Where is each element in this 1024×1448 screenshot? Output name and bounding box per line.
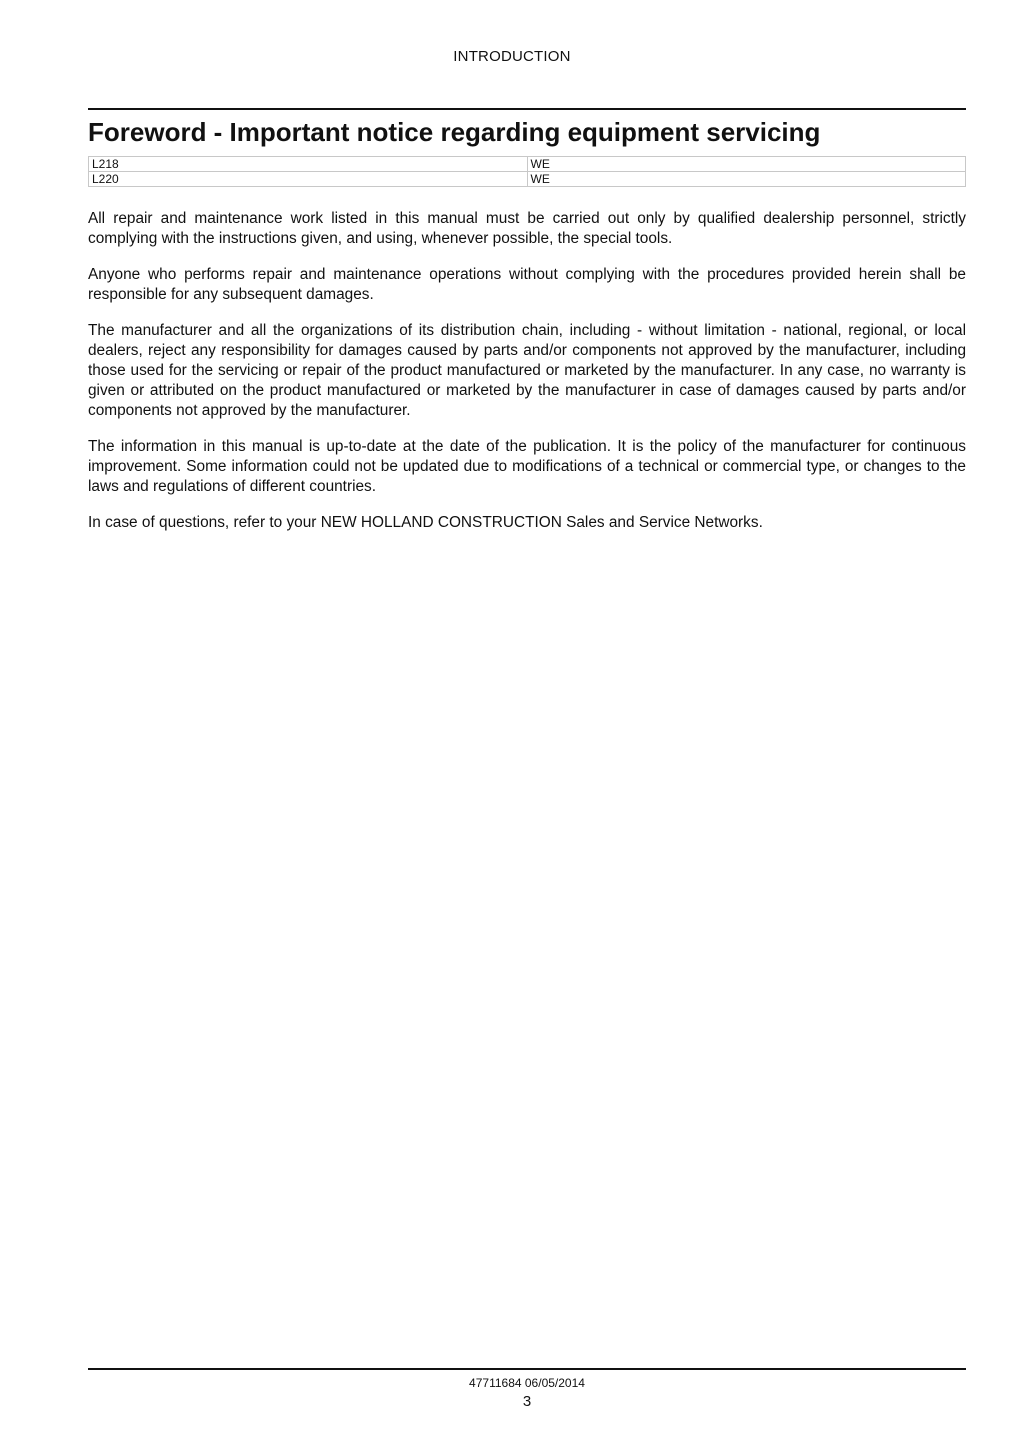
- table-row: [89, 172, 966, 187]
- region-cell: WE: [527, 157, 966, 172]
- title-rule: [88, 108, 966, 110]
- model-cell: L218: [89, 157, 528, 172]
- document-reference: 47711684 06/05/2014: [469, 1376, 585, 1390]
- paragraph: The information in this manual is up-to-date at the date of the publication. It is the policy of the manufacturer for continuous improvement. Some information could not be updated due to modifications of a technical or commercial type, or changes to the laws and regulations of different countries.: [88, 438, 966, 495]
- page-footer: [88, 1368, 966, 1411]
- paragraph: In case of questions, refer to your NEW HOLLAND CONSTRUCTION Sales and Service Networks.: [88, 514, 763, 531]
- main-content: [88, 108, 966, 549]
- running-header: INTRODUCTION: [453, 48, 571, 65]
- body-text: [88, 209, 966, 533]
- paragraph: Anyone who performs repair and maintenance operations without complying with the procedures provided herein shall be responsible for any subsequent damages.: [88, 266, 966, 303]
- model-cell: L220: [89, 172, 528, 187]
- page-title: Foreword - Important notice regarding equipment servicing: [88, 117, 821, 147]
- table-row: [89, 157, 966, 172]
- page-number: 3: [522, 1393, 532, 1410]
- paragraph: All repair and maintenance work listed in this manual must be carried out only by qualified dealership personnel, strictly complying with the instructions given, and using, whenever possible, the special tools.: [88, 210, 966, 247]
- model-applicability-table: [88, 156, 966, 187]
- footer-rule: [88, 1368, 966, 1370]
- paragraph: The manufacturer and all the organizations of its distribution chain, including - without limitation - national, regional, or local dealers, reject any responsibility for damages caused by parts and/or components not approved by the manufacturer, including those used for the servicing or repair of the product manufactured or marketed by the manufacturer. In any case, no warranty is given or attributed on the product manufactured or marketed by the manufacturer in case of damages caused by parts and/or components not approved by the manufacturer.: [88, 322, 966, 419]
- region-cell: WE: [527, 172, 966, 187]
